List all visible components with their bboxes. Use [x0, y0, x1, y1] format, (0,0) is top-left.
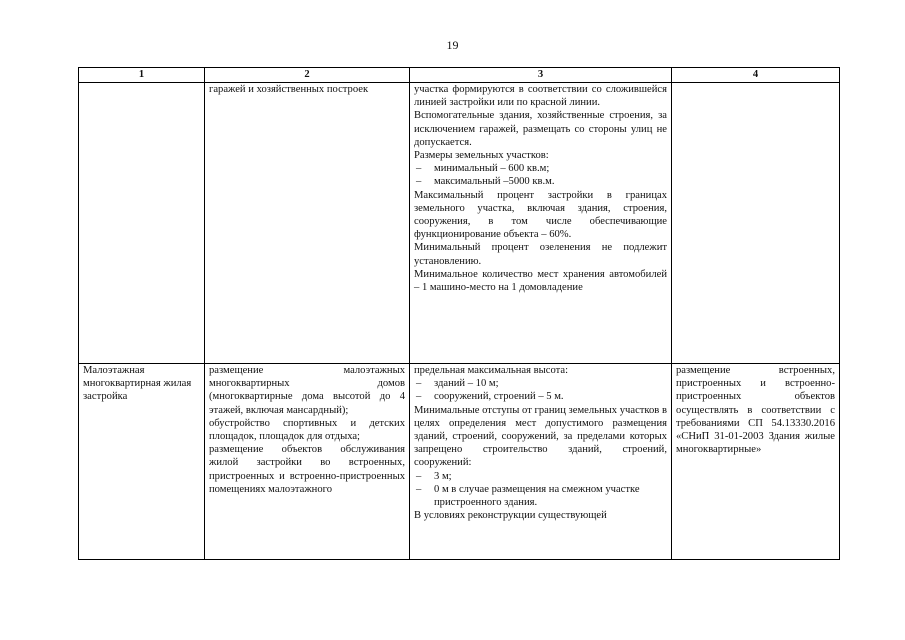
row2-col2-cell: [205, 364, 410, 560]
row2-col3-cell: [410, 364, 672, 560]
list-item-text: сооружений, строений – 5 м.: [434, 391, 564, 403]
list-item: – сооружений, строений – 5 м.: [416, 391, 564, 403]
row2-col3-paragraph-3: В условиях реконструкции существующей: [414, 510, 607, 522]
row1-col2-cell: [205, 83, 410, 364]
row2-col1-cell: [79, 364, 205, 560]
row1-col3-paragraph-5: Минимальный процент озеленения не подлежит установлению.: [414, 242, 667, 267]
row2-col2-paragraph-2: обустройство спортивных и детских площадок, площадок для отдыха;: [209, 417, 405, 443]
list-item: – максимальный –5000 кв.м.: [416, 176, 555, 188]
row2-col2-paragraph-1: размещение малоэтажных многоквартирных домов (многоквартирные дома высотой до 4 этажей, включая мансардный);: [209, 365, 405, 416]
row1-col3-paragraph-1: участка формируются в соответствии со сложившейся линией застройки или по красной линии.: [414, 84, 667, 109]
row1-col4-cell: [672, 83, 840, 364]
list-item-text: максимальный –5000 кв.м.: [434, 176, 555, 188]
row2-col3-paragraph-1: предельная максимальная высота:: [414, 365, 569, 376]
row1-col3-paragraph-4: Максимальный процент застройки в границах земельного участка, включая здания, строения, сооружения, в том числе обеспечивающие функционирование объекта – 60%.: [414, 189, 667, 241]
list-item-text: зданий – 10 м;: [434, 378, 499, 390]
row2-col4-cell: [672, 364, 840, 560]
list-item: – зданий – 10 м;: [416, 378, 499, 390]
column-header-4: 4: [672, 68, 840, 83]
zone-name: Малоэтажная многоквартирная жилая застройка: [83, 365, 192, 403]
row1-col3-cell: [410, 83, 672, 364]
row1-col2-text: гаражей и хозяйственных построек: [209, 84, 369, 95]
row2-col4-text: размещение встроенных, пристроенных и встроенно-пристроенных объектов осуществлять в соответствии с требованиями СП 54.13330.2016 «СНиП 31-01-2003 Здания жилые многоквартирные»: [676, 365, 835, 456]
row1-col1-cell: [79, 83, 205, 364]
list-item: – минимальный – 600 кв.м;: [416, 163, 550, 175]
list-item: – 3 м;: [416, 470, 452, 482]
page-number: 19: [446, 38, 459, 52]
table-row: [79, 364, 840, 560]
list-item: – 0 м в случае размещения на смежном участке пристроенного здания.: [416, 483, 640, 509]
list-item-text: 3 м;: [434, 470, 452, 482]
column-header-2: 2: [205, 68, 410, 83]
table-row: [79, 83, 840, 364]
regulations-table: [78, 67, 840, 560]
table-header-row: [79, 68, 840, 83]
row2-col2-paragraph-3: размещение объектов обслуживания жилой застройки во встроенных, пристроенных и встроенно-пристроенных помещениях малоэтажного: [209, 444, 405, 495]
list-item-text: минимальный – 600 кв.м;: [434, 163, 550, 175]
row2-col3-paragraph-2: Минимальные отступы от границ земельных участков в целях определения мест допустимого размещения зданий, строений, сооружений, за пределами которых запрещено строительство зданий, строений, сооружений:: [414, 404, 667, 469]
row1-col3-paragraph-6: Минимальное количество мест хранения автомобилей – 1 машино-место на 1 домовладение: [414, 268, 667, 294]
column-header-1: 1: [79, 68, 205, 83]
column-header-3: 3: [410, 68, 672, 83]
list-item-text: 0 м в случае размещения на смежном участке пристроенного здания.: [434, 483, 640, 509]
row1-col3-paragraph-2: Вспомогательные здания, хозяйственные строения, за исключением гаражей, размещать со стороны улиц не допускается.: [414, 110, 667, 148]
row1-col3-paragraph-3: Размеры земельных участков:: [414, 150, 549, 162]
